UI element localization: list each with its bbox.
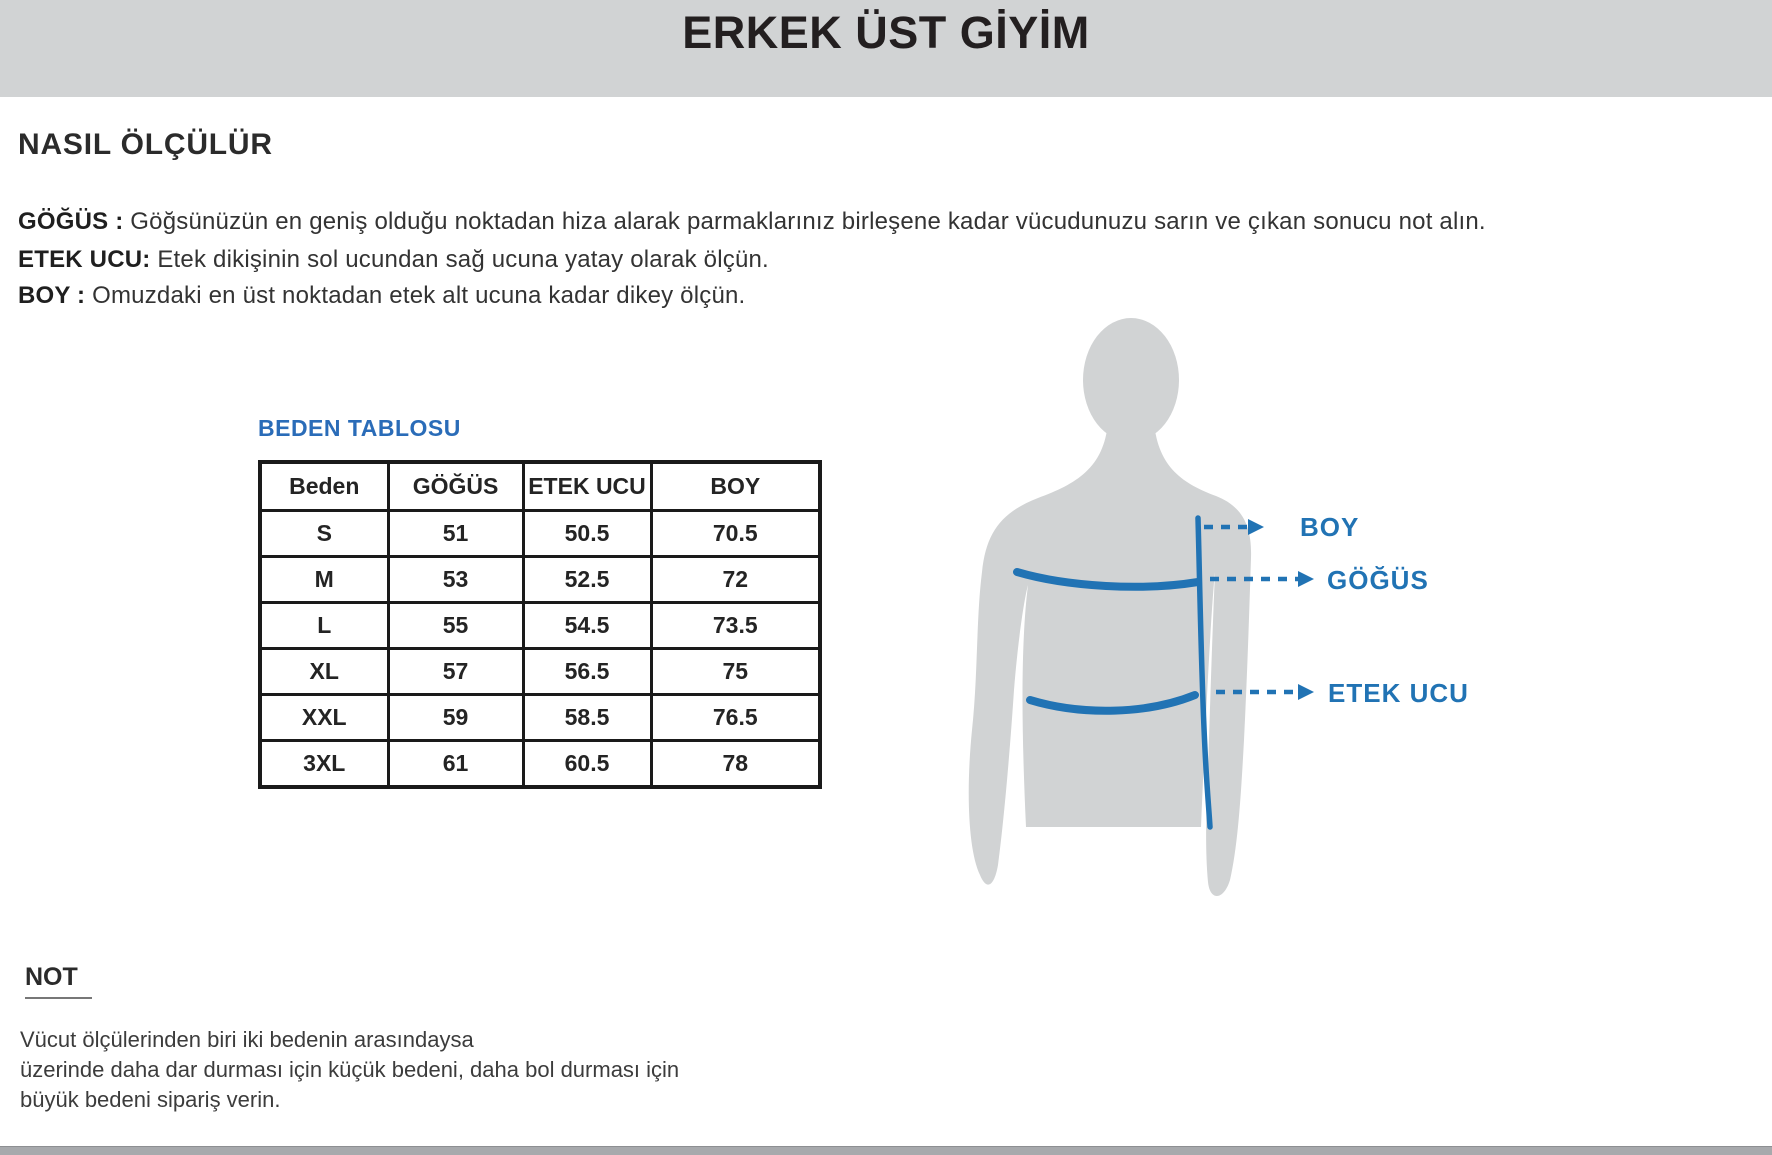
cell-gogus: 51 (388, 511, 523, 557)
measure-text-gogus: Göğsünüzün en geniş olduğu noktadan hiza alarak parmaklarınız birleşene kadar vücudunuzu sarın ve çıkan sonucu not alın. (130, 208, 1486, 235)
diagram-label-gogus: GÖĞÜS (1327, 565, 1429, 595)
cell-boy: 73.5 (651, 603, 820, 649)
cell-boy: 72 (651, 557, 820, 603)
col-header-beden: Beden (260, 462, 388, 511)
measurement-diagram (958, 310, 1328, 900)
col-header-gogus: GÖĞÜS (388, 462, 523, 511)
cell-boy: 76.5 (651, 695, 820, 741)
measure-line-gogus (18, 208, 1486, 236)
cell-boy: 75 (651, 649, 820, 695)
measure-label-etek-ucu: ETEK UCU: (18, 246, 151, 273)
size-table-header-row (260, 462, 820, 511)
col-header-boy: BOY (651, 462, 820, 511)
how-to-measure-heading: NASIL ÖLÇÜLÜR (18, 128, 273, 161)
diagram-label-boy: BOY (1300, 512, 1360, 542)
cell-etek-ucu: 60.5 (523, 741, 651, 788)
cell-etek-ucu: 52.5 (523, 557, 651, 603)
table-row (260, 649, 820, 695)
cell-size: S (260, 511, 388, 557)
cell-gogus: 57 (388, 649, 523, 695)
note-line: büyük bedeni sipariş verin. (20, 1087, 281, 1112)
cell-gogus: 61 (388, 741, 523, 788)
footer-bar (0, 1146, 1772, 1155)
cell-size: XL (260, 649, 388, 695)
diagram-label-etek-ucu: ETEK UCU (1328, 678, 1469, 708)
measure-line-boy (18, 282, 745, 310)
size-table (258, 460, 822, 789)
cell-size: M (260, 557, 388, 603)
table-row (260, 511, 820, 557)
cell-etek-ucu: 56.5 (523, 649, 651, 695)
measure-line-etek-ucu (18, 246, 769, 274)
size-table-title: BEDEN TABLOSU (258, 415, 461, 441)
measure-label-gogus: GÖĞÜS : (18, 208, 124, 235)
note-line: Vücut ölçülerinden biri iki bedenin arasındaysa (20, 1027, 474, 1052)
table-row (260, 741, 820, 788)
col-header-etek-ucu: ETEK UCU (523, 462, 651, 511)
table-row (260, 603, 820, 649)
cell-etek-ucu: 54.5 (523, 603, 651, 649)
table-row (260, 557, 820, 603)
cell-etek-ucu: 50.5 (523, 511, 651, 557)
note-heading: NOT (25, 963, 92, 999)
cell-boy: 70.5 (651, 511, 820, 557)
measure-text-boy: Omuzdaki en üst noktadan etek alt ucuna kadar dikey ölçün. (92, 282, 746, 309)
cell-size: 3XL (260, 741, 388, 788)
cell-gogus: 55 (388, 603, 523, 649)
measure-text-etek-ucu: Etek dikişinin sol ucundan sağ ucuna yatay olarak ölçün. (157, 246, 769, 273)
measure-label-boy: BOY : (18, 282, 86, 309)
table-row (260, 695, 820, 741)
cell-gogus: 59 (388, 695, 523, 741)
cell-size: XXL (260, 695, 388, 741)
cell-gogus: 53 (388, 557, 523, 603)
page-title: ERKEK ÜST GİYİM (682, 7, 1090, 58)
note-line: üzerinde daha dar durması için küçük bedeni, daha bol durması için (20, 1057, 680, 1082)
cell-boy: 78 (651, 741, 820, 788)
cell-size: L (260, 603, 388, 649)
cell-etek-ucu: 58.5 (523, 695, 651, 741)
